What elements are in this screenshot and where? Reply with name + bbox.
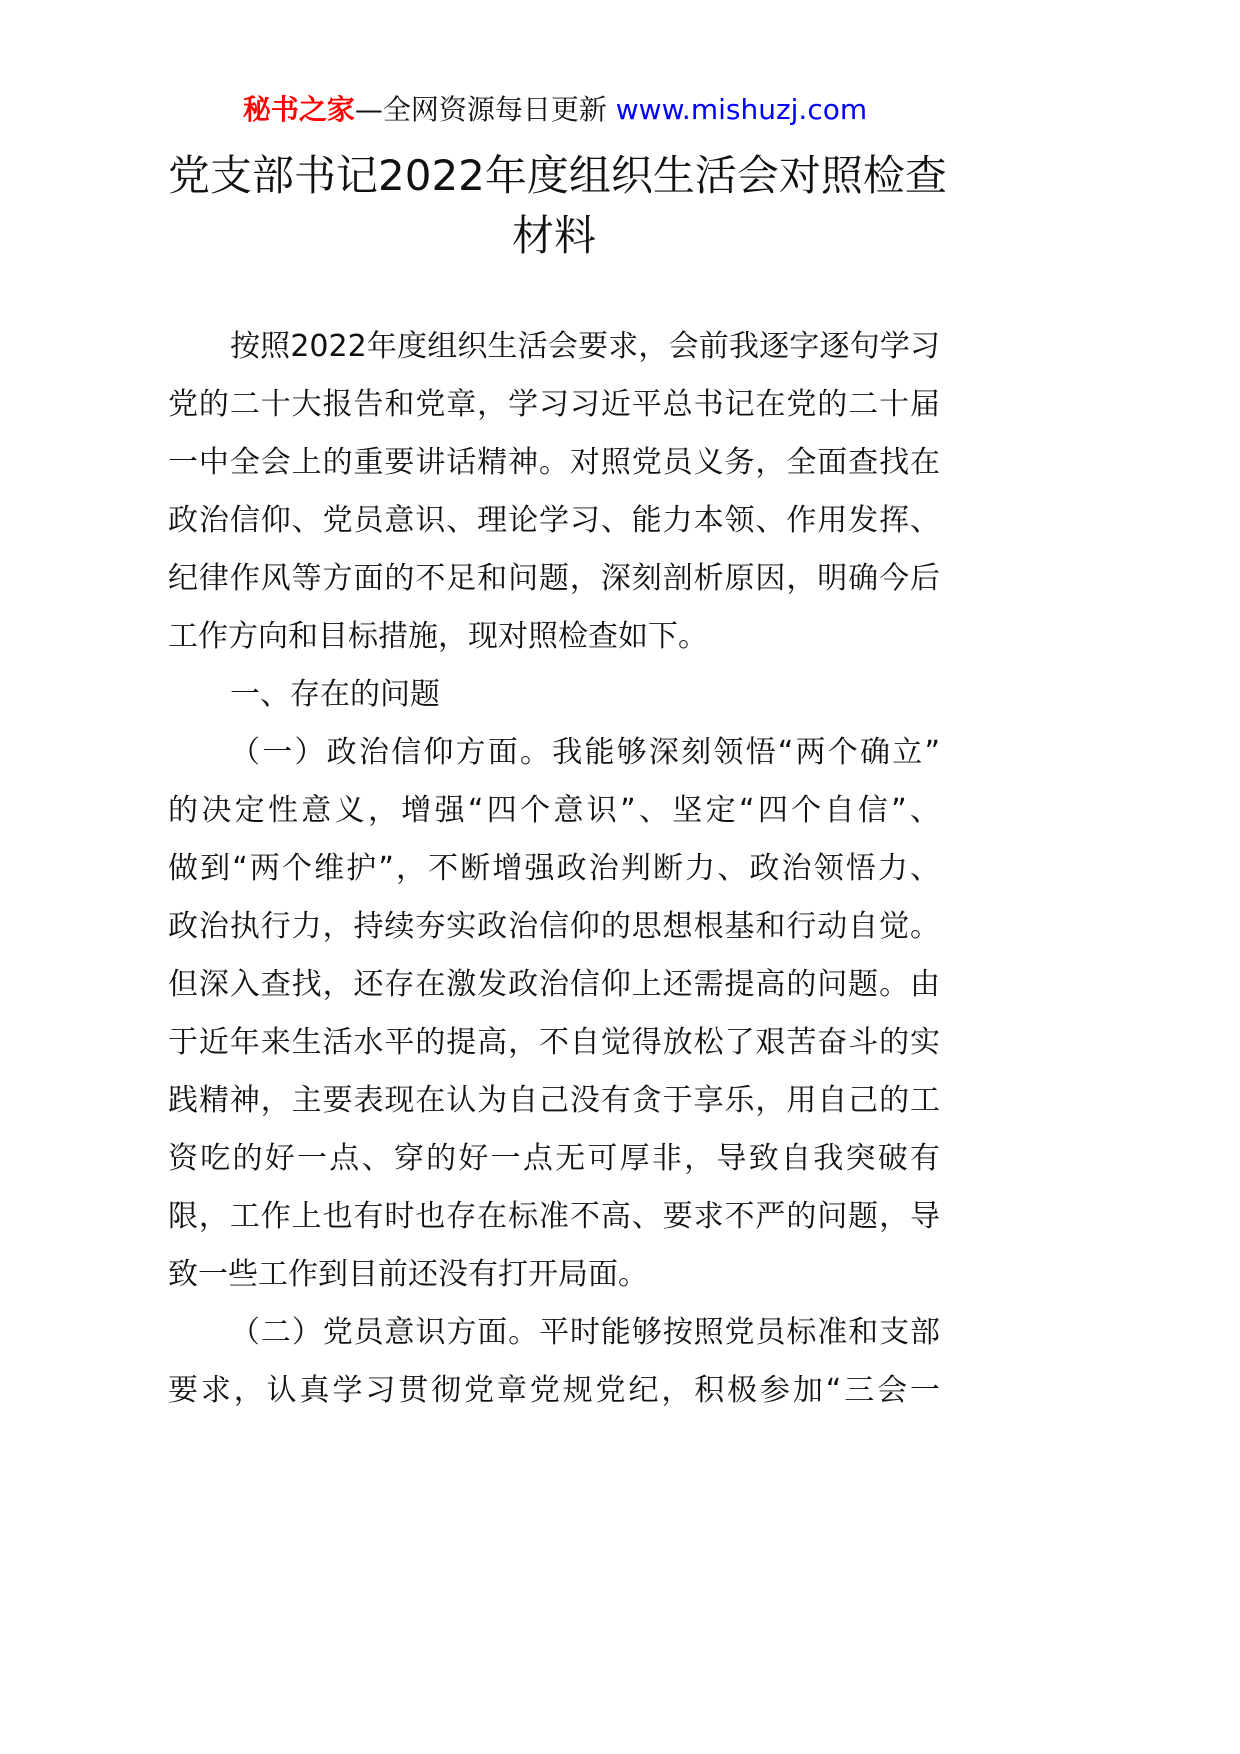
paragraph-line: （二）党员意识方面。平时能够按照党员标准和支部 [230,1315,940,1350]
paragraph-line: 的决定性意义，增强“四个意识”、坚定“四个自信”、 [168,793,940,828]
document-title [168,146,947,266]
paragraph [168,1304,940,1420]
paragraph-line: 政治执行力，持续夯实政治信仰的思想根基和行动自觉。 [168,909,940,944]
paragraph [168,666,940,724]
paragraph-line: 致一些工作到目前还没有打开局面。 [168,1257,648,1292]
title-line: 党支部书记2022年度组织生活会对照检查 [168,151,947,200]
paragraph [168,318,940,666]
paragraph-line: 一中全会上的重要讲话精神。对照党员义务，全面查找在 [168,445,940,480]
paragraph-line: 按照2022年度组织生活会要求，会前我逐字逐句学习 [230,329,940,364]
paragraph-line: 于近年来生活水平的提高，不自觉得放松了艰苦奋斗的实 [168,1025,940,1060]
paragraph-line: 资吃的好一点、穿的好一点无可厚非，导致自我突破有 [168,1141,940,1176]
paragraph-line: 工作方向和目标措施，现对照检查如下。 [168,619,708,654]
paragraph-line: 践精神，主要表现在认为自己没有贪于享乐，用自己的工 [168,1083,940,1118]
paragraph-line: 限，工作上也有时也存在标准不高、要求不严的问题，导 [168,1199,940,1234]
paragraph [168,724,940,1304]
page-header [0,88,1110,132]
document-body [168,318,940,1420]
paragraph-line: 一、存在的问题 [230,677,440,712]
paragraph-line: 纪律作风等方面的不足和问题，深刻剖析原因，明确今后 [168,561,940,596]
paragraph-line: （一）政治信仰方面。我能够深刻领悟“两个确立” [230,735,940,770]
site-url[interactable]: www.mishuzj.com [615,93,868,126]
paragraph-line: 但深入查找，还存在激发政治信仰上还需提高的问题。由 [168,967,940,1002]
site-slogan: —全网资源每日更新 [354,93,616,126]
paragraph-line: 政治信仰、党员意识、理论学习、能力本领、作用发挥、 [168,503,940,538]
paragraph-line: 做到“两个维护”，不断增强政治判断力、政治领悟力、 [168,851,940,886]
paragraph-line: 党的二十大报告和党章，学习习近平总书记在党的二十届 [168,387,940,422]
title-line: 材料 [511,211,596,260]
paragraph-line: 要求，认真学习贯彻党章党规党纪，积极参加“三会一 [168,1373,940,1408]
site-brand: 秘书之家 [242,93,355,126]
